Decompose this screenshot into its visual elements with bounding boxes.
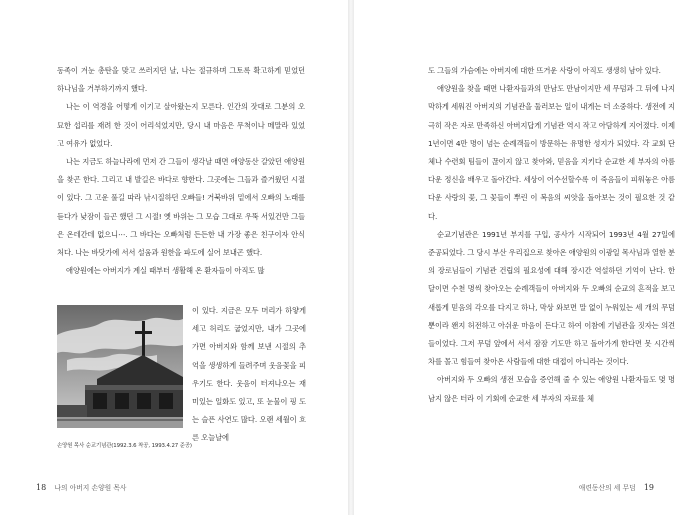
right-running-title: 애련동산의 세 무덤: [578, 484, 636, 492]
right-folio: [579, 482, 660, 492]
body-paragraph: 동족이 겨눈 총탄을 맞고 쓰러지던 날, 나는 절규하며 그토록 확고하게 믿었던 하나님을 거부하기까지 했다.: [57, 66, 305, 94]
body-paragraph: 아버지와 두 오빠의 생전 모습을 증언해 줄 수 있는 애양원 나환자들도 몇 명 남지 않은 터라 이 기회에 순교한 세 부자의 자료를 체: [428, 375, 675, 403]
left-page-number: 18: [36, 483, 47, 492]
left-running-title: 나의 아버지 손양원 목사: [54, 484, 127, 492]
body-paragraph: 나는 지금도 하늘나라에 먼저 간 그들이 생각날 때면 애양동산 갈았던 애양원을 찾곤 한다. 그리고 내 발길은 바다로 향한다. 그곳에는 그들과 즐거웠던 시절이 있다. 그 고운 풀길 따라 낚시질하던 오빠들! 거북바위 밑에서 오빠의 노래를 듣다가 낮잠이 들곤 했던 그 시절! 옛 바위는 그 모습 그대로 우뚝 서있건만 그들은 온데간데 없으니⋯. 그 바다는 오빠처럼 든든한 내 가장 좋은 친구이자 안식처다. 나는 바닷가에 서서 설움과 원한을 파도에 실어 보내곤 했다.: [57, 157, 305, 258]
body-paragraph: 도 그들의 가슴에는 아버지에 대한 뜨거운 사랑이 아직도 생생히 남아 있다.: [428, 66, 661, 75]
memorial-building-image: [57, 305, 183, 428]
book-gutter: [348, 0, 354, 515]
wrapped-paragraph-text: 이 있다. 지금은 모두 머리가 하얗게 세고 허리도 굽었지만, 내가 그곳에 가면 아버지와 함께 보낸 시절의 추억을 생생하게 들려주며 웃음꽃을 피우기도 한다. 웃음이 터져나오는 재미있는 일화도 있고, 또 눈물이 핑 도는 슬픈 사연도 많다. 오랜 세월이 흐른 오늘날에: [192, 306, 306, 443]
right-page-number: 19: [643, 483, 654, 492]
right-page-body: [428, 62, 675, 408]
left-page-body: [57, 62, 305, 280]
memorial-photo: [57, 305, 183, 438]
body-paragraph: 애양원에는 아버지가 계실 때부터 생활해 온 환자들이 아직도 많: [66, 266, 265, 276]
body-paragraph: 애양원을 찾을 때면 나환자들과의 만남도 만남이지만 세 무덤과 그 뒤에 나지막하게 세워진 아버지의 기념관을 둘러보는 일이 내게는 더 소중하다. 생전에 지극히 작은 자로 만족하신 아버지답게 기념관 역시 작고 아담하게 지어졌다. 이제 1년이면 4만 명이 넘는 순례객들이 방문하는 유명한 성지가 되었다. 각 교회 단체나 수련회 팀들이 끊이지 않고 찾아와, 믿음을 지키다 순교한 세 부자의 아름다운 정신을 배우고 돌아간다. 세상이 어수선할수록 이 죽음들이 피워놓은 아름다운 사랑의 꽃, 그 꽃들이 뿌린 이 복음의 씨앗을 돌아보는 것이 필요한 것 같다.: [428, 84, 675, 221]
body-paragraph: 나는 이 역경을 어떻게 이기고 살아왔는지 모른다. 인간의 잣대로 그분의 오묘한 섭리를 재려 한 것이 어리석었지만, 당시 내 마음은 무척이나 메말라 있었고 여유가 없었다.: [57, 102, 305, 148]
left-folio: [30, 482, 127, 492]
photo-caption: 손양원 목사 순교기념관(1992.3.6 착공, 1993.4.27 준공): [57, 443, 192, 449]
wrapped-paragraph: [192, 302, 306, 448]
body-paragraph: 순교기념관은 1991년 부지를 구입, 공사가 시작되어 1993년 4월 27일에 준공되었다. 그 당시 부산 우리집으로 찾아온 애양원의 이광일 목사님과 열한 분의 장로님들이 기념관 건립의 필요성에 대해 장시간 역설하던 기억이 난다. 한 달이면 수천 명씩 찾아오는 순례객들이 아버지와 두 오빠의 순교의 흔적을 보고 새롭게 믿음의 각오를 다지고 하나, 막상 와보면 말 없이 누워있는 세 개의 무덤뿐이라 왠지 허전하고 아쉬운 마음이 든다고 하여 이참에 기념관을 짓자는 의견들이었다. 그저 무덤 앞에서 서서 잠잠 기도만 하고 돌아가게 한다면 못 시간씩 차를 몰고 힘들여 찾아온 사람들에 대한 대접이 아니라는 것이다.: [428, 229, 675, 367]
